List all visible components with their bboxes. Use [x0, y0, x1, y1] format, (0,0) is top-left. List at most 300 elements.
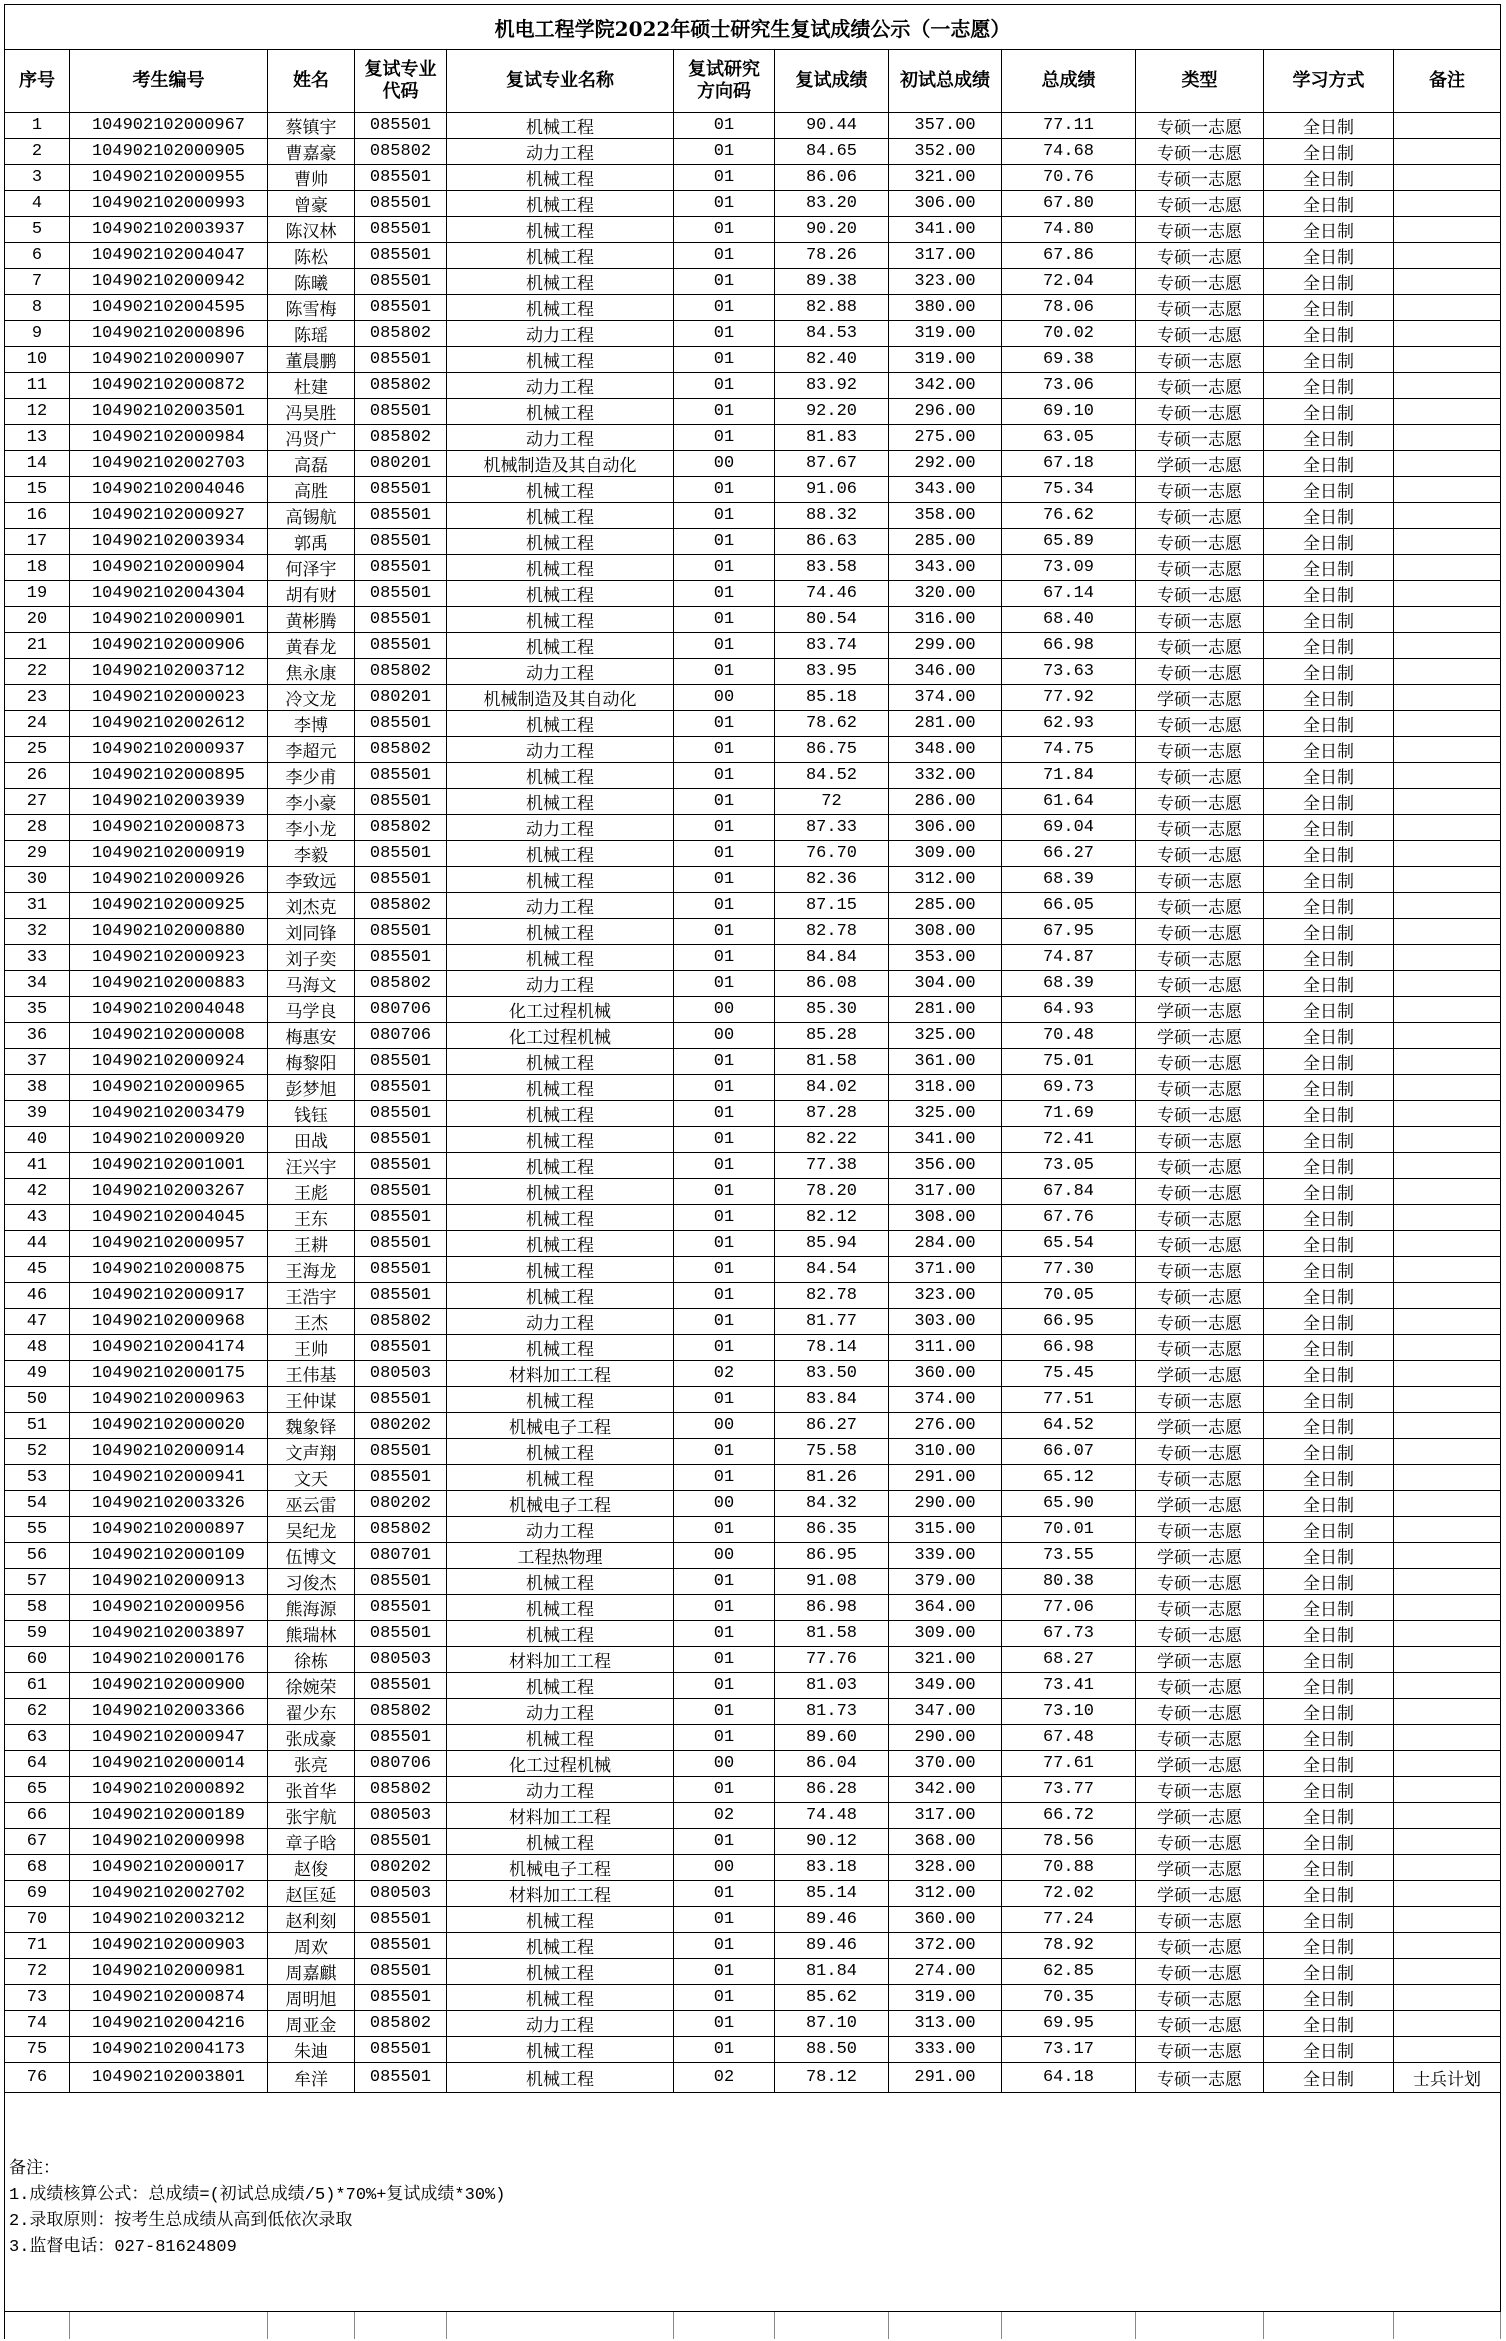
cell-major-name: 机械工程 — [447, 295, 674, 320]
cell-remark — [1394, 373, 1501, 398]
cell-total-score: 74.68 — [1002, 139, 1136, 164]
cell-retest-score: 85.94 — [775, 1231, 889, 1256]
table-row — [5, 529, 1501, 555]
cell-study-mode: 全日制 — [1264, 1231, 1394, 1256]
cell-major-code: 085501 — [355, 1959, 447, 1984]
cell-major-name: 机械工程 — [447, 2063, 674, 2092]
cell-retest-score: 91.06 — [775, 477, 889, 502]
cell-total-score: 69.10 — [1002, 399, 1136, 424]
cell-candidate-id: 104902102000872 — [70, 373, 268, 398]
table-row — [5, 243, 1501, 269]
cell-direction-code: 01 — [674, 659, 775, 684]
cell-name: 曹帅 — [268, 165, 355, 190]
cell-retest-score: 81.58 — [775, 1049, 889, 1074]
cell-type: 专硕一志愿 — [1136, 1439, 1264, 1464]
cell-seq: 29 — [5, 841, 70, 866]
cell-remark — [1394, 1231, 1501, 1256]
cell-initial-score: 312.00 — [889, 867, 1002, 892]
table-row — [5, 1907, 1501, 1933]
cell-initial-score: 319.00 — [889, 321, 1002, 346]
cell-major-code: 080201 — [355, 451, 447, 476]
cell-type: 专硕一志愿 — [1136, 893, 1264, 918]
cell-direction-code: 01 — [674, 1283, 775, 1308]
cell-major-code: 085501 — [355, 919, 447, 944]
cell-initial-score: 320.00 — [889, 581, 1002, 606]
cell-total-score: 69.04 — [1002, 815, 1136, 840]
table-row — [5, 139, 1501, 165]
cell-study-mode: 全日制 — [1264, 1335, 1394, 1360]
cell-major-code: 085501 — [355, 1985, 447, 2010]
cell-candidate-id: 104902102003212 — [70, 1907, 268, 1932]
table-row — [5, 1725, 1501, 1751]
cell-direction-code: 01 — [674, 503, 775, 528]
cell-major-code: 085501 — [355, 1933, 447, 1958]
cell-total-score: 72.41 — [1002, 1127, 1136, 1152]
cell-major-code: 085501 — [355, 1465, 447, 1490]
cell-name: 章子晗 — [268, 1829, 355, 1854]
cell-major-code: 085501 — [355, 1075, 447, 1100]
cell-retest-score: 84.84 — [775, 945, 889, 970]
cell-remark — [1394, 919, 1501, 944]
cell-total-score: 77.30 — [1002, 1257, 1136, 1282]
table-row — [5, 1361, 1501, 1387]
cell-major-code: 085501 — [355, 1231, 447, 1256]
cell-direction-code: 01 — [674, 321, 775, 346]
cell-major-code: 080202 — [355, 1855, 447, 1880]
cell-retest-score: 85.28 — [775, 1023, 889, 1048]
cell-study-mode: 全日制 — [1264, 451, 1394, 476]
cell-remark — [1394, 1621, 1501, 1646]
cell-initial-score: 312.00 — [889, 1881, 1002, 1906]
cell-major-code: 085501 — [355, 165, 447, 190]
cell-major-code: 085501 — [355, 217, 447, 242]
cell-candidate-id: 104902102000917 — [70, 1283, 268, 1308]
cell-candidate-id: 104902102000175 — [70, 1361, 268, 1386]
cell-candidate-id: 104902102003712 — [70, 659, 268, 684]
cell-total-score: 67.14 — [1002, 581, 1136, 606]
cell-initial-score: 360.00 — [889, 1361, 1002, 1386]
cell-name: 王耕 — [268, 1231, 355, 1256]
cell-major-name: 化工过程机械 — [447, 997, 674, 1022]
cell-type: 专硕一志愿 — [1136, 633, 1264, 658]
cell-remark — [1394, 1855, 1501, 1880]
table-row — [5, 1699, 1501, 1725]
cell-candidate-id: 104902102000903 — [70, 1933, 268, 1958]
cell-direction-code: 01 — [674, 2037, 775, 2062]
cell-direction-code: 01 — [674, 1153, 775, 1178]
cell-major-name: 动力工程 — [447, 815, 674, 840]
cell-seq: 47 — [5, 1309, 70, 1334]
cell-seq: 73 — [5, 1985, 70, 2010]
cell-major-code: 080706 — [355, 997, 447, 1022]
cell-major-name: 动力工程 — [447, 737, 674, 762]
cell-retest-score: 81.26 — [775, 1465, 889, 1490]
table-row — [5, 633, 1501, 659]
cell-total-score: 78.56 — [1002, 1829, 1136, 1854]
cell-study-mode: 全日制 — [1264, 971, 1394, 996]
cell-seq: 35 — [5, 997, 70, 1022]
cell-candidate-id: 104902102000919 — [70, 841, 268, 866]
cell-total-score: 62.93 — [1002, 711, 1136, 736]
cell-retest-score: 86.35 — [775, 1517, 889, 1542]
cell-seq: 76 — [5, 2063, 70, 2092]
cell-seq: 5 — [5, 217, 70, 242]
cell-name: 张亮 — [268, 1751, 355, 1776]
cell-study-mode: 全日制 — [1264, 1673, 1394, 1698]
cell-study-mode: 全日制 — [1264, 1595, 1394, 1620]
table-row — [5, 217, 1501, 243]
table-row — [5, 1023, 1501, 1049]
cell-retest-score: 86.28 — [775, 1777, 889, 1802]
cell-major-code: 085802 — [355, 659, 447, 684]
cell-study-mode: 全日制 — [1264, 1569, 1394, 1594]
cell-retest-score: 75.58 — [775, 1439, 889, 1464]
cell-initial-score: 353.00 — [889, 945, 1002, 970]
cell-seq: 64 — [5, 1751, 70, 1776]
cell-major-code: 085501 — [355, 633, 447, 658]
cell-remark — [1394, 1413, 1501, 1438]
cell-type: 学硕一志愿 — [1136, 1751, 1264, 1776]
cell-remark — [1394, 607, 1501, 632]
table-row — [5, 2037, 1501, 2063]
cell-name: 赵匡延 — [268, 1881, 355, 1906]
cell-candidate-id: 104902102004304 — [70, 581, 268, 606]
cell-remark — [1394, 1595, 1501, 1620]
cell-major-code: 085501 — [355, 763, 447, 788]
cell-seq: 74 — [5, 2011, 70, 2036]
cell-major-code: 085501 — [355, 1049, 447, 1074]
cell-direction-code: 01 — [674, 1673, 775, 1698]
table-row — [5, 789, 1501, 815]
cell-direction-code: 01 — [674, 945, 775, 970]
table-row — [5, 1595, 1501, 1621]
cell-initial-score: 356.00 — [889, 1153, 1002, 1178]
cell-direction-code: 01 — [674, 1179, 775, 1204]
cell-candidate-id: 104902102000906 — [70, 633, 268, 658]
cell-remark — [1394, 1543, 1501, 1568]
table-row — [5, 1491, 1501, 1517]
cell-name: 李致远 — [268, 867, 355, 892]
cell-type: 专硕一志愿 — [1136, 789, 1264, 814]
table-row — [5, 1517, 1501, 1543]
cell-name: 曾豪 — [268, 191, 355, 216]
table-row — [5, 1465, 1501, 1491]
cell-type: 专硕一志愿 — [1136, 971, 1264, 996]
cell-initial-score: 306.00 — [889, 191, 1002, 216]
cell-type: 专硕一志愿 — [1136, 841, 1264, 866]
cell-initial-score: 342.00 — [889, 1777, 1002, 1802]
cell-study-mode: 全日制 — [1264, 347, 1394, 372]
cell-retest-score: 77.38 — [775, 1153, 889, 1178]
cell-name: 徐婉荣 — [268, 1673, 355, 1698]
cell-major-name: 机械工程 — [447, 191, 674, 216]
cell-name: 高磊 — [268, 451, 355, 476]
cell-total-score: 61.64 — [1002, 789, 1136, 814]
cell-name: 汪兴宇 — [268, 1153, 355, 1178]
cell-study-mode: 全日制 — [1264, 2011, 1394, 2036]
cell-remark — [1394, 1023, 1501, 1048]
cell-initial-score: 296.00 — [889, 399, 1002, 424]
cell-remark — [1394, 1647, 1501, 1672]
table-row — [5, 165, 1501, 191]
cell-initial-score: 370.00 — [889, 1751, 1002, 1776]
cell-total-score: 73.05 — [1002, 1153, 1136, 1178]
cell-major-name: 机械工程 — [447, 1829, 674, 1854]
header-major-name — [447, 50, 674, 112]
cell-seq: 61 — [5, 1673, 70, 1698]
cell-initial-score: 292.00 — [889, 451, 1002, 476]
cell-candidate-id: 104902102000873 — [70, 815, 268, 840]
cell-name: 陈曦 — [268, 269, 355, 294]
cell-study-mode: 全日制 — [1264, 1725, 1394, 1750]
cell-direction-code: 01 — [674, 1725, 775, 1750]
cell-initial-score: 275.00 — [889, 425, 1002, 450]
cell-study-mode: 全日制 — [1264, 113, 1394, 138]
cell-total-score: 63.05 — [1002, 425, 1136, 450]
cell-candidate-id: 104902102000017 — [70, 1855, 268, 1880]
cell-remark — [1394, 1205, 1501, 1230]
cell-initial-score: 357.00 — [889, 113, 1002, 138]
cell-seq: 75 — [5, 2037, 70, 2062]
cell-direction-code: 01 — [674, 1335, 775, 1360]
cell-name: 朱迪 — [268, 2037, 355, 2062]
cell-initial-score: 343.00 — [889, 555, 1002, 580]
cell-seq: 43 — [5, 1205, 70, 1230]
cell-initial-score: 291.00 — [889, 2063, 1002, 2092]
cell-initial-score: 364.00 — [889, 1595, 1002, 1620]
cell-initial-score: 304.00 — [889, 971, 1002, 996]
cell-type: 专硕一志愿 — [1136, 295, 1264, 320]
cell-study-mode: 全日制 — [1264, 2063, 1394, 2092]
cell-total-score: 70.05 — [1002, 1283, 1136, 1308]
cell-direction-code: 01 — [674, 1777, 775, 1802]
cell-type: 专硕一志愿 — [1136, 1309, 1264, 1334]
cell-study-mode: 全日制 — [1264, 815, 1394, 840]
cell-remark — [1394, 1153, 1501, 1178]
cell-total-score: 78.92 — [1002, 1933, 1136, 1958]
cell-remark — [1394, 1907, 1501, 1932]
cell-total-score: 72.02 — [1002, 1881, 1136, 1906]
cell-major-name: 机械工程 — [447, 165, 674, 190]
cell-major-code: 085802 — [355, 815, 447, 840]
cell-total-score: 77.11 — [1002, 113, 1136, 138]
cell-initial-score: 319.00 — [889, 347, 1002, 372]
cell-total-score: 77.51 — [1002, 1387, 1136, 1412]
cell-retest-score: 86.63 — [775, 529, 889, 554]
cell-total-score: 72.04 — [1002, 269, 1136, 294]
cell-direction-code: 01 — [674, 1465, 775, 1490]
cell-major-code: 085501 — [355, 1569, 447, 1594]
table-row — [5, 945, 1501, 971]
table-body — [5, 113, 1501, 2093]
cell-retest-score: 91.08 — [775, 1569, 889, 1594]
cell-initial-score: 317.00 — [889, 1179, 1002, 1204]
blank-cell — [447, 2312, 674, 2339]
table-row — [5, 555, 1501, 581]
cell-name: 王海龙 — [268, 1257, 355, 1282]
cell-initial-score: 343.00 — [889, 477, 1002, 502]
cell-study-mode: 全日制 — [1264, 867, 1394, 892]
cell-total-score: 67.84 — [1002, 1179, 1136, 1204]
header-initial-score — [889, 50, 1002, 112]
cell-candidate-id: 104902102003326 — [70, 1491, 268, 1516]
cell-seq: 52 — [5, 1439, 70, 1464]
cell-remark — [1394, 1569, 1501, 1594]
cell-remark — [1394, 399, 1501, 424]
cell-seq: 36 — [5, 1023, 70, 1048]
cell-direction-code: 01 — [674, 1049, 775, 1074]
cell-name: 徐栋 — [268, 1647, 355, 1672]
cell-type: 专硕一志愿 — [1136, 919, 1264, 944]
cell-remark — [1394, 1725, 1501, 1750]
cell-initial-score: 311.00 — [889, 1335, 1002, 1360]
cell-direction-code: 01 — [674, 295, 775, 320]
cell-remark — [1394, 1361, 1501, 1386]
header-remark — [1394, 50, 1501, 112]
table-row — [5, 1205, 1501, 1231]
cell-study-mode: 全日制 — [1264, 2037, 1394, 2062]
cell-retest-score: 78.26 — [775, 243, 889, 268]
notes-line: 3.监督电话：027-81624809 — [9, 2238, 237, 2257]
cell-type: 专硕一志愿 — [1136, 607, 1264, 632]
table-row — [5, 1777, 1501, 1803]
cell-major-code: 085501 — [355, 1205, 447, 1230]
cell-remark — [1394, 555, 1501, 580]
cell-direction-code: 01 — [674, 1387, 775, 1412]
cell-direction-code: 01 — [674, 1205, 775, 1230]
cell-major-name: 动力工程 — [447, 1777, 674, 1802]
cell-name: 周亚金 — [268, 2011, 355, 2036]
cell-major-name: 机械工程 — [447, 347, 674, 372]
table-row — [5, 503, 1501, 529]
cell-retest-score: 81.83 — [775, 425, 889, 450]
cell-name: 蔡镇宇 — [268, 113, 355, 138]
cell-initial-score: 306.00 — [889, 815, 1002, 840]
cell-seq: 3 — [5, 165, 70, 190]
cell-retest-score: 83.58 — [775, 555, 889, 580]
cell-study-mode: 全日制 — [1264, 1049, 1394, 1074]
cell-seq: 49 — [5, 1361, 70, 1386]
cell-direction-code: 01 — [674, 269, 775, 294]
cell-direction-code: 01 — [674, 1985, 775, 2010]
cell-remark — [1394, 867, 1501, 892]
cell-major-code: 085501 — [355, 1335, 447, 1360]
cell-name: 焦永康 — [268, 659, 355, 684]
cell-candidate-id: 104902102000880 — [70, 919, 268, 944]
cell-remark — [1394, 217, 1501, 242]
cell-total-score: 69.73 — [1002, 1075, 1136, 1100]
cell-study-mode: 全日制 — [1264, 399, 1394, 424]
cell-candidate-id: 104902102000981 — [70, 1959, 268, 1984]
cell-candidate-id: 104902102000967 — [70, 113, 268, 138]
cell-type: 专硕一志愿 — [1136, 1569, 1264, 1594]
cell-remark — [1394, 971, 1501, 996]
cell-retest-score: 74.48 — [775, 1803, 889, 1828]
header-label: 学习方式 — [1292, 70, 1365, 91]
cell-major-code: 085501 — [355, 1127, 447, 1152]
cell-initial-score: 309.00 — [889, 841, 1002, 866]
cell-initial-score: 285.00 — [889, 529, 1002, 554]
cell-candidate-id: 104902102000905 — [70, 139, 268, 164]
cell-name: 文声翔 — [268, 1439, 355, 1464]
cell-type: 专硕一志愿 — [1136, 1075, 1264, 1100]
cell-retest-score: 81.03 — [775, 1673, 889, 1698]
cell-candidate-id: 104902102004045 — [70, 1205, 268, 1230]
table-row — [5, 477, 1501, 503]
table-row — [5, 2063, 1501, 2093]
cell-type: 专硕一志愿 — [1136, 1283, 1264, 1308]
score-sheet — [4, 4, 1501, 2339]
cell-total-score: 74.75 — [1002, 737, 1136, 762]
notes-heading: 备注： — [9, 2160, 60, 2179]
cell-initial-score: 285.00 — [889, 893, 1002, 918]
table-row — [5, 1985, 1501, 2011]
cell-major-name: 机械工程 — [447, 1985, 674, 2010]
cell-direction-code: 01 — [674, 139, 775, 164]
cell-candidate-id: 104902102000883 — [70, 971, 268, 996]
cell-major-name: 机械工程 — [447, 399, 674, 424]
cell-retest-score: 78.20 — [775, 1179, 889, 1204]
cell-major-name: 机械工程 — [447, 1283, 674, 1308]
cell-direction-code: 01 — [674, 867, 775, 892]
cell-total-score: 76.62 — [1002, 503, 1136, 528]
cell-seq: 67 — [5, 1829, 70, 1854]
cell-direction-code: 01 — [674, 1231, 775, 1256]
cell-type: 专硕一志愿 — [1136, 1725, 1264, 1750]
cell-type: 专硕一志愿 — [1136, 555, 1264, 580]
cell-major-name: 机械工程 — [447, 1387, 674, 1412]
cell-candidate-id: 104902102000014 — [70, 1751, 268, 1776]
cell-major-code: 080503 — [355, 1647, 447, 1672]
cell-initial-score: 317.00 — [889, 1803, 1002, 1828]
blank-cell — [355, 2312, 447, 2339]
cell-total-score: 68.39 — [1002, 971, 1136, 996]
cell-remark — [1394, 1829, 1501, 1854]
cell-total-score: 77.92 — [1002, 685, 1136, 710]
cell-name: 王浩宇 — [268, 1283, 355, 1308]
cell-total-score: 67.76 — [1002, 1205, 1136, 1230]
cell-initial-score: 317.00 — [889, 243, 1002, 268]
cell-retest-score: 84.53 — [775, 321, 889, 346]
cell-retest-score: 90.20 — [775, 217, 889, 242]
cell-remark — [1394, 633, 1501, 658]
cell-type: 专硕一志愿 — [1136, 243, 1264, 268]
cell-major-name: 材料加工工程 — [447, 1881, 674, 1906]
cell-candidate-id: 104902102000957 — [70, 1231, 268, 1256]
cell-retest-score: 83.95 — [775, 659, 889, 684]
cell-seq: 1 — [5, 113, 70, 138]
cell-retest-score: 92.20 — [775, 399, 889, 424]
cell-type: 专硕一志愿 — [1136, 321, 1264, 346]
cell-study-mode: 全日制 — [1264, 893, 1394, 918]
cell-type: 专硕一志愿 — [1136, 581, 1264, 606]
cell-total-score: 73.06 — [1002, 373, 1136, 398]
cell-major-name: 动力工程 — [447, 1309, 674, 1334]
cell-name: 王伟基 — [268, 1361, 355, 1386]
cell-seq: 26 — [5, 763, 70, 788]
cell-retest-score: 85.62 — [775, 1985, 889, 2010]
cell-major-code: 085501 — [355, 1621, 447, 1646]
cell-seq: 6 — [5, 243, 70, 268]
cell-type: 学硕一志愿 — [1136, 1491, 1264, 1516]
table-row — [5, 893, 1501, 919]
cell-study-mode: 全日制 — [1264, 1699, 1394, 1724]
cell-candidate-id: 104902102000020 — [70, 1413, 268, 1438]
cell-retest-score: 85.14 — [775, 1881, 889, 1906]
cell-total-score: 71.69 — [1002, 1101, 1136, 1126]
cell-direction-code: 02 — [674, 1803, 775, 1828]
cell-candidate-id: 104902102000955 — [70, 165, 268, 190]
